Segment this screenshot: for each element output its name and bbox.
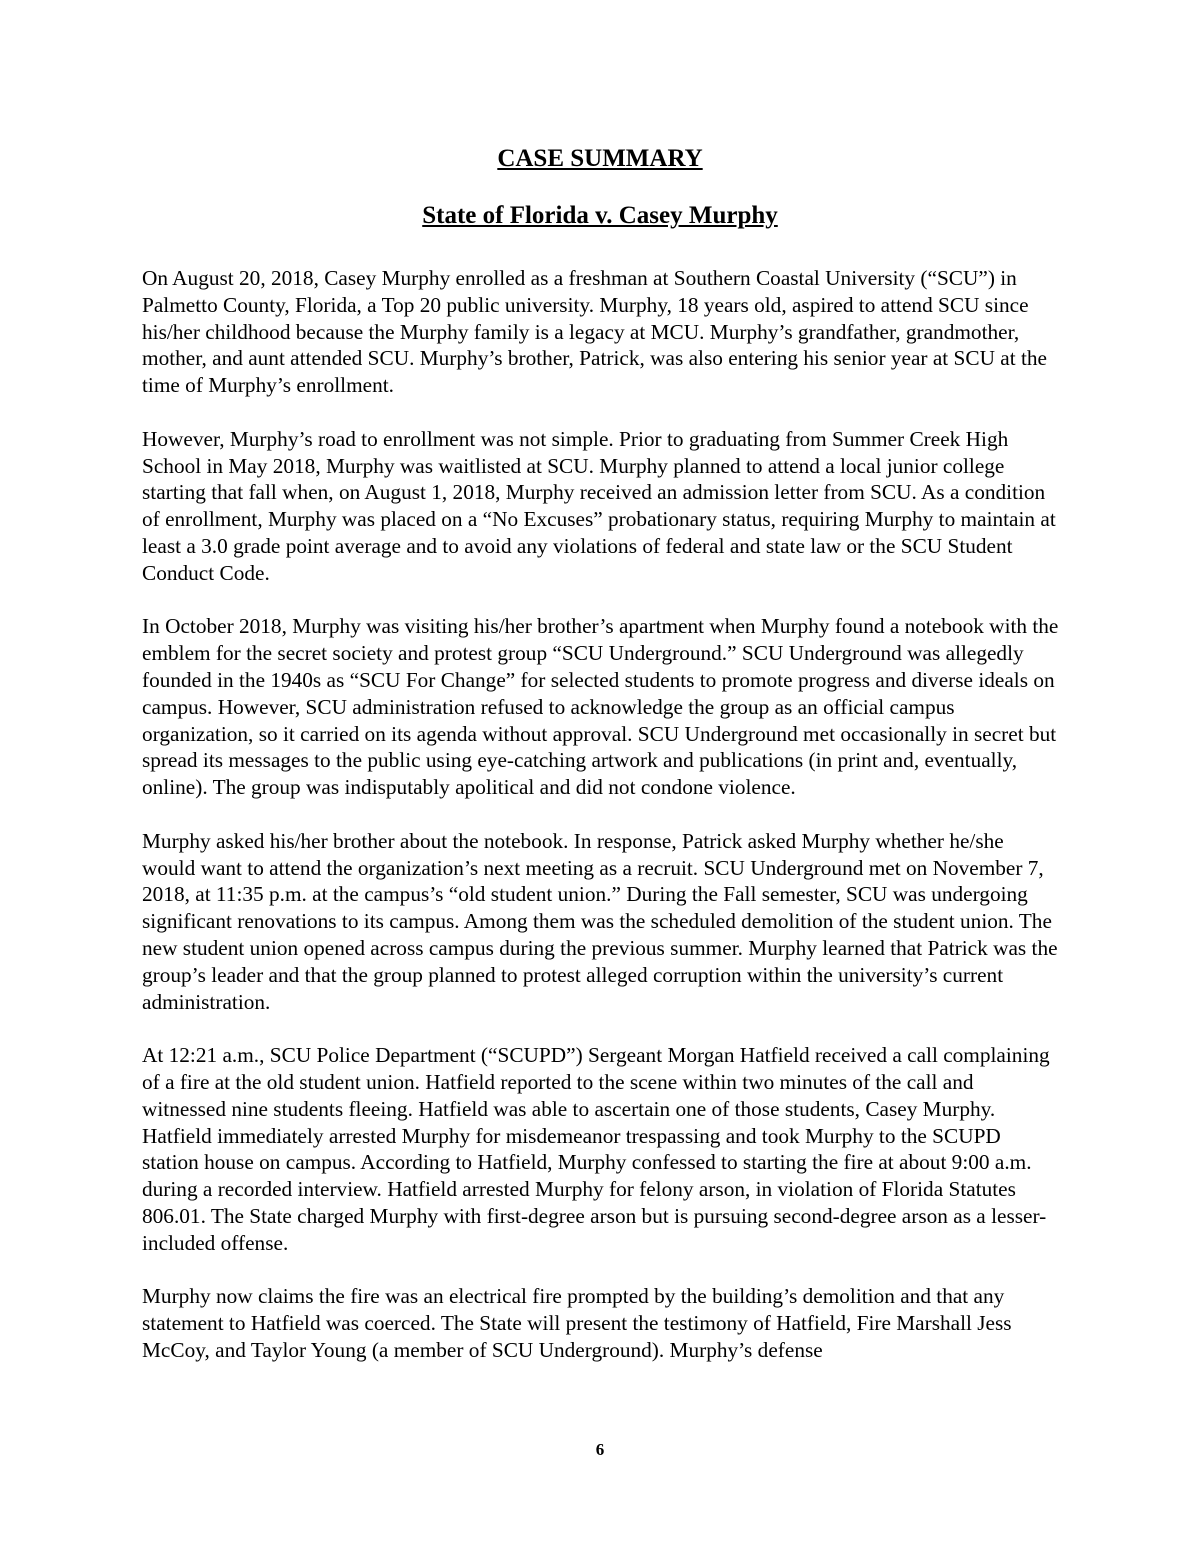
case-caption: State of Florida v. Casey Murphy (422, 202, 778, 229)
paragraph-meeting: Murphy asked his/her brother about the notebook. In response, Patrick asked Murphy whether he/she would want to attend the organization’s next meeting as a recruit. SCU Underground met on November 7, 2018, at 11:35 p.m. at the campus’s “old student union.” During the Fall semester, SCU was undergoing significant renovations to its campus. Among them was the scheduled demolition of the student union. The new student union opened across campus during the previous summer. Murphy learned that Patrick was the group’s leader and that the group planned to protest alleged corruption within the university’s current administration. (142, 828, 1058, 1014)
paragraph-defense: Murphy now claims the fire was an electrical fire prompted by the building’s demolition and that any statement to Hatfield was coerced. The State will present the testimony of Hatfield, Fire Marshall Jess McCoy, and Taylor Young (a member of SCU Underground). Murphy’s defense (142, 1284, 1012, 1362)
page-title: CASE SUMMARY (497, 145, 703, 172)
paragraph-scu-underground: In October 2018, Murphy was visiting his/her brother’s apartment when Murphy found a notebook with the emblem for the secret society and protest group “SCU Underground.” SCU Underground was allegedly founded in the 1940s as “SCU For Change” for selected students to promote progress and diverse ideals on campus. However, SCU administration refused to acknowledge the group as an official campus organization, so it carried on its agenda without approval. SCU Underground met occasionally in secret but spread its messages to the public using eye-catching artwork and publications (in print and, eventually, online). The group was indisputably apolitical and did not condone violence. (142, 614, 1059, 800)
paragraph-fire-arrest: At 12:21 a.m., SCU Police Department (“SCUPD”) Sergeant Morgan Hatfield received a call complaining of a fire at the old student union. Hatfield reported to the scene within two minutes of the call and witnessed nine students fleeing. Hatfield was able to ascertain one of those students, Casey Murphy. Hatfield immediately arrested Murphy for misdemeanor trespassing and took Murphy to the SCUPD station house on campus. According to Hatfield, Murphy confessed to starting the fire at about 9:00 a.m. during a recorded interview. Hatfield arrested Murphy for felony arson, in violation of Florida Statutes 806.01. The State charged Murphy with first-degree arson but is pursuing second-degree arson as a lesser-included offense. (142, 1043, 1050, 1255)
page-number: 6 (595, 1440, 605, 1459)
paragraph-enrollment: On August 20, 2018, Casey Murphy enrolled as a freshman at Southern Coastal University (“SCU”) in Palmetto County, Florida, a Top 20 public university. Murphy, 18 years old, aspired to attend SCU since his/her childhood because the Murphy family is a legacy at MCU. Murphy’s grandfather, grandmother, mother, and aunt attended SCU. Murphy’s brother, Patrick, was also entering his senior year at SCU at the time of Murphy’s enrollment. (142, 266, 1047, 398)
paragraph-admission: However, Murphy’s road to enrollment was not simple. Prior to graduating from Summer Creek High School in May 2018, Murphy was waitlisted at SCU. Murphy planned to attend a local junior college starting that fall when, on August 1, 2018, Murphy received an admission letter from SCU. As a condition of enrollment, Murphy was placed on a “No Excuses” probationary status, requiring Murphy to maintain at least a 3.0 grade point average and to avoid any violations of federal and state law or the SCU Student Conduct Code. (142, 426, 1056, 585)
case-summary-body (142, 265, 1062, 1390)
